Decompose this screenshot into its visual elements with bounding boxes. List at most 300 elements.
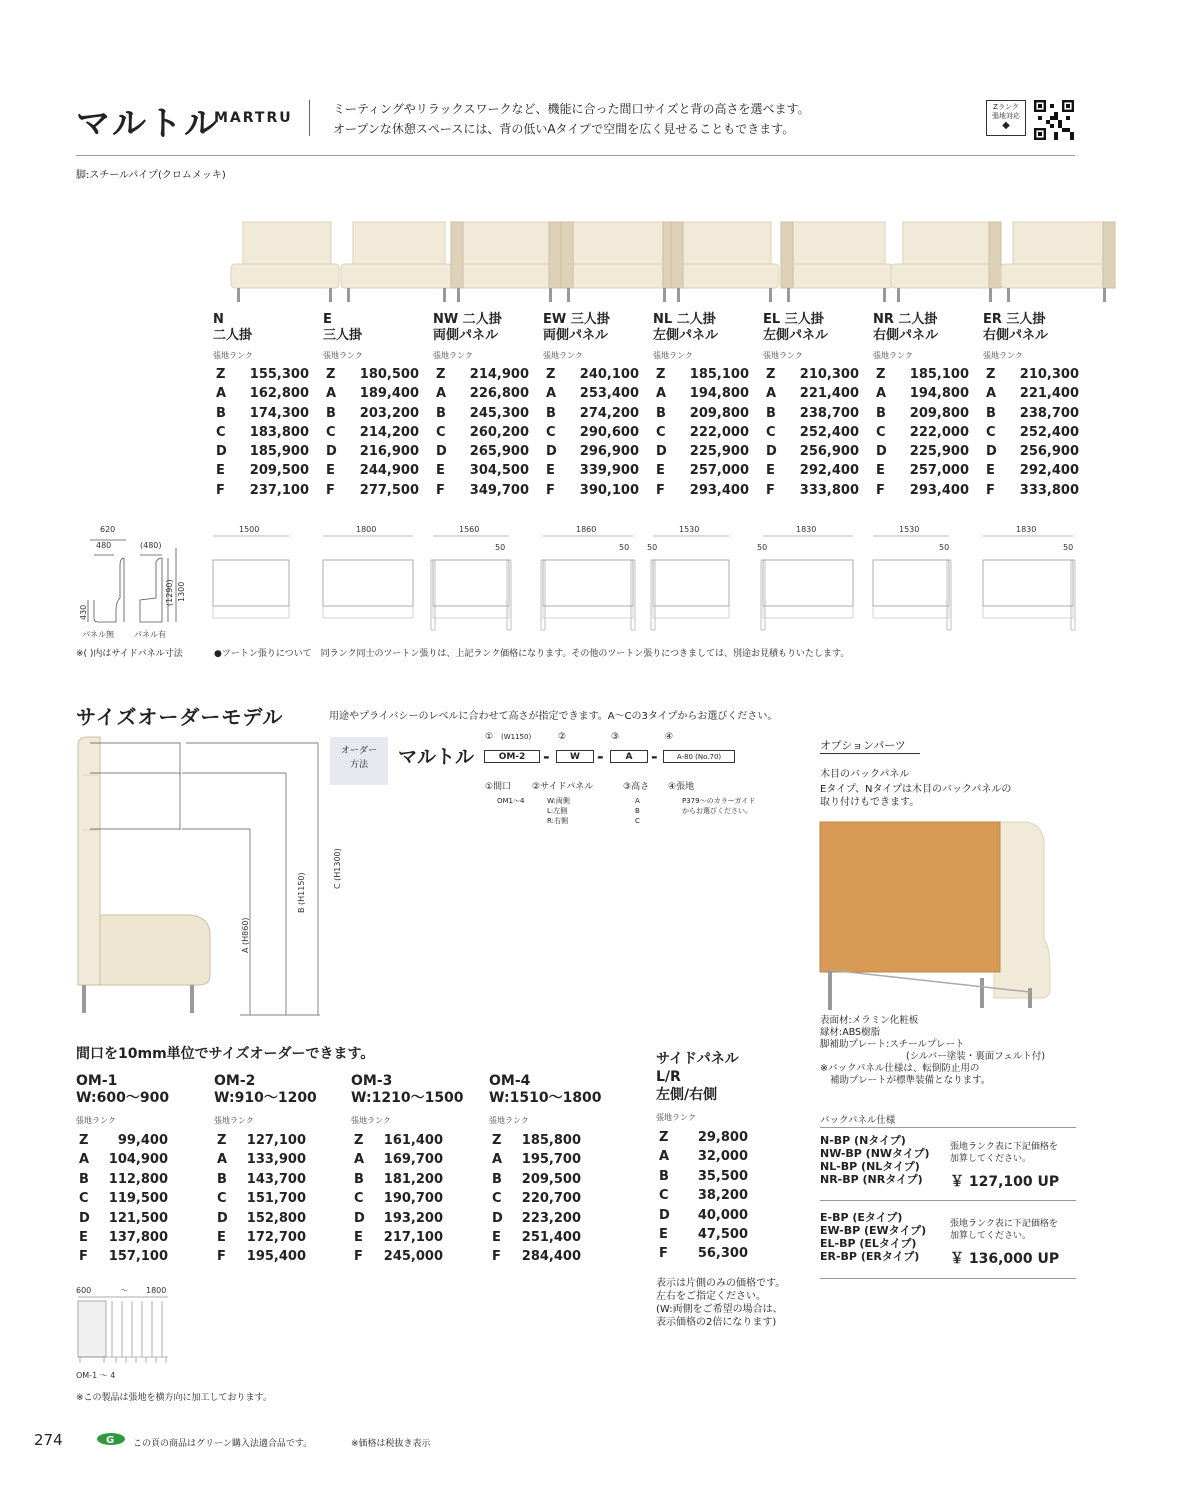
- price-value: 221,400: [799, 386, 859, 402]
- price-row: [489, 1170, 629, 1189]
- grade-label: Z: [436, 367, 446, 382]
- price-row: [873, 481, 978, 500]
- price-row: [873, 384, 978, 403]
- price-value: 222,000: [909, 424, 969, 440]
- price-value: 183,800: [249, 424, 309, 440]
- price-value: 210,300: [799, 367, 859, 382]
- price-row: [653, 365, 758, 384]
- grade-label: C: [766, 424, 776, 440]
- model-code: [433, 312, 538, 346]
- price-row: [653, 423, 758, 442]
- qr-code-icon[interactable]: [1034, 100, 1074, 140]
- rank-label: 張地ランク: [543, 351, 583, 360]
- order-dash-1: -: [543, 747, 550, 766]
- price-row: [351, 1247, 491, 1266]
- price-value: 133,900: [246, 1152, 306, 1168]
- grade-label: E: [659, 1226, 668, 1242]
- grade-label: A: [492, 1152, 503, 1168]
- model-column-nl: [653, 312, 758, 500]
- sofa-image-nr: [889, 218, 1003, 304]
- front-view-nr: [873, 525, 951, 630]
- order-label-1: オーダー: [340, 746, 377, 756]
- bp-rule-2: [820, 1200, 1076, 1201]
- price-row: [763, 384, 868, 403]
- bp-e-note-1: 張地ランク表に下記価格を: [950, 1219, 1058, 1229]
- price-value: 292,400: [799, 463, 859, 479]
- panel-left: L:左側: [547, 807, 568, 815]
- model-code-line-2: 右側パネル: [983, 328, 1049, 343]
- sofa-image-er: [999, 218, 1117, 304]
- grade-label: A: [659, 1149, 670, 1165]
- price-row: [433, 481, 538, 500]
- spec-note-1: ※バックパネル仕様は、転倒防止用の: [820, 1063, 980, 1074]
- side-panel-title: サイドパネル: [656, 1051, 739, 1067]
- price-value: 162,800: [249, 386, 309, 402]
- price-row: [76, 1247, 216, 1266]
- order-code-height: A: [610, 750, 648, 763]
- grade-label: Z: [986, 367, 996, 382]
- price-row: [433, 423, 538, 442]
- order-num-2: ②: [558, 732, 567, 742]
- grade-label: F: [326, 482, 335, 498]
- grade-label: D: [876, 444, 887, 460]
- grade-label: B: [216, 405, 226, 421]
- bp-rule-3: [820, 1278, 1076, 1279]
- grade-label: E: [986, 463, 995, 479]
- order-value-panel: [547, 796, 570, 826]
- spec-note-2: 補助プレートが標準装備となります。: [830, 1075, 991, 1086]
- model-code-line-2: 両側パネル: [433, 328, 499, 343]
- grade-label: B: [659, 1168, 669, 1184]
- grade-label: D: [217, 1210, 228, 1226]
- grade-label: E: [656, 463, 665, 479]
- om-column-3: [351, 1073, 491, 1267]
- om-column-2: [214, 1073, 354, 1267]
- bp-n-note-1: 張地ランク表に下記価格を: [950, 1142, 1058, 1152]
- width-dimension: 1860: [576, 525, 597, 534]
- price-value: 157,100: [108, 1249, 168, 1265]
- model-code-line-1: E: [323, 312, 332, 327]
- grade-label: F: [79, 1249, 88, 1265]
- side-panel-heading: [656, 1050, 739, 1104]
- price-row: [213, 384, 318, 403]
- rank-label: 張地ランク: [656, 1113, 696, 1122]
- model-code-line-2: 二人掛: [213, 328, 253, 343]
- model-code: [653, 312, 758, 346]
- sofa-image-el: [779, 218, 897, 304]
- height-b: B: [635, 807, 640, 815]
- price-row: [543, 404, 648, 423]
- width-to: 1800: [146, 1286, 167, 1295]
- om-width-range: W:600～900: [76, 1090, 170, 1106]
- panel-width-dimension: 50: [1063, 543, 1074, 552]
- model-code-line-2: 三人掛: [323, 328, 363, 343]
- price-row: [214, 1228, 354, 1247]
- bp-group-n: [820, 1134, 930, 1186]
- side-panel-lr: L/R: [656, 1069, 681, 1085]
- sofa-image-nw: [449, 218, 563, 304]
- header-description: [333, 99, 810, 139]
- om-width-range: W:910～1200: [214, 1090, 317, 1106]
- height-a-label: A (H860): [241, 917, 250, 953]
- grade-label: F: [659, 1246, 668, 1262]
- price-value: 152,800: [246, 1210, 306, 1226]
- side-panel-notes: [656, 1277, 785, 1329]
- tax-note: ※価格は税抜き表示: [351, 1439, 431, 1449]
- rank-label: 張地ランク: [489, 1116, 529, 1125]
- price-row: [213, 404, 318, 423]
- price-row: [873, 461, 978, 480]
- price-value: 29,800: [697, 1130, 748, 1145]
- price-value: 172,700: [246, 1229, 306, 1245]
- grade-label: A: [766, 386, 777, 402]
- grade-label: C: [659, 1188, 669, 1204]
- price-row: [214, 1170, 354, 1189]
- front-view-er: [983, 525, 1075, 630]
- price-row: [656, 1206, 796, 1225]
- price-value: 251,400: [521, 1229, 581, 1245]
- price-row: [323, 461, 428, 480]
- width-range-label: OM-1 ～ 4: [76, 1371, 116, 1380]
- width-tilde: ～: [120, 1286, 128, 1295]
- price-row: [76, 1228, 216, 1247]
- price-row: [983, 365, 1088, 384]
- om-code: OM-2: [214, 1073, 256, 1089]
- model-column-nr: [873, 312, 978, 500]
- price-value: 253,400: [579, 386, 639, 402]
- price-row: [543, 442, 648, 461]
- grade-label: C: [986, 424, 996, 440]
- grade-label: E: [546, 463, 555, 479]
- price-value: 225,900: [689, 444, 749, 460]
- rank-label: 張地ランク: [213, 351, 253, 360]
- green-purchase-note: この頁の商品はグリーン購入法適合品です。: [133, 1439, 313, 1449]
- grade-label: B: [436, 405, 446, 421]
- price-value: 181,200: [383, 1171, 443, 1187]
- price-value: 222,000: [689, 424, 749, 440]
- price-value: 180,500: [359, 367, 419, 382]
- order-legend-1: ①間口: [485, 782, 512, 792]
- panel-both: W:両側: [547, 797, 570, 805]
- grade-label: Z: [216, 367, 226, 382]
- dim-1290: (1290): [165, 579, 174, 606]
- price-row: [433, 442, 538, 461]
- price-value: 185,100: [909, 367, 969, 382]
- price-value: 252,400: [1019, 424, 1079, 440]
- price-value: 56,300: [697, 1246, 748, 1262]
- z-rank-badge: [986, 100, 1026, 136]
- rank-label: 張地ランク: [983, 351, 1023, 360]
- price-row: [214, 1131, 354, 1150]
- om-code: OM-4: [489, 1073, 531, 1089]
- price-value: 216,900: [359, 444, 419, 460]
- price-value: 209,500: [521, 1171, 581, 1187]
- price-row: [656, 1225, 796, 1244]
- grade-label: A: [217, 1152, 228, 1168]
- price-value: 256,900: [799, 444, 859, 460]
- size-order-description: 用途やプライバシーのレベルに合わせて高さが指定できます。A～Cの3タイプからお選びください。: [329, 711, 778, 722]
- price-value: 104,900: [108, 1152, 168, 1168]
- grade-label: F: [986, 482, 995, 498]
- height-type-illustration: [70, 735, 342, 1017]
- grade-label: Z: [326, 367, 336, 382]
- panel-width-dimension: 50: [647, 543, 658, 552]
- tall-sofa-side-image: [78, 737, 210, 1013]
- grade-label: C: [876, 424, 886, 440]
- grade-label: F: [876, 482, 885, 498]
- rank-label: 張地ランク: [76, 1116, 116, 1125]
- order-code-panel: W: [556, 750, 594, 763]
- model-code-line-2: 右側パネル: [873, 328, 939, 343]
- page-title: マルトル: [76, 104, 220, 144]
- width-dimension: 1530: [679, 525, 700, 534]
- width-dimension: 1500: [239, 525, 260, 534]
- price-value: 290,600: [579, 424, 639, 440]
- price-row: [763, 365, 868, 384]
- width-from: 600: [76, 1286, 92, 1295]
- order-value-fabric: [682, 796, 755, 816]
- om-code: OM-3: [351, 1073, 393, 1089]
- price-row: [433, 365, 538, 384]
- panel-right: R:右側: [547, 817, 569, 825]
- width-dimension: 1560: [459, 525, 480, 534]
- price-row: [653, 481, 758, 500]
- badge-line-2: 張地対応: [992, 112, 1020, 120]
- price-row: [214, 1209, 354, 1228]
- dim-1300: 1300: [177, 581, 186, 602]
- price-value: 225,900: [909, 444, 969, 460]
- grade-label: E: [436, 463, 445, 479]
- grade-label: E: [492, 1229, 501, 1245]
- price-value: 284,400: [521, 1249, 581, 1265]
- width-dimension: 1830: [1016, 525, 1037, 534]
- front-view-e: [323, 525, 413, 618]
- bp-n-note-2: 加算してください。: [950, 1154, 1032, 1164]
- grade-label: A: [216, 386, 227, 402]
- side-panel-lr-jp: 左側/右側: [656, 1087, 718, 1103]
- price-row: [213, 365, 318, 384]
- price-value: 174,300: [249, 405, 309, 421]
- price-value: 193,200: [383, 1210, 443, 1226]
- price-row: [543, 423, 648, 442]
- price-row: [983, 461, 1088, 480]
- price-row: [213, 461, 318, 480]
- spec-plate: 脚補助プレート:スチールプレート: [820, 1039, 965, 1050]
- rank-label: 張地ランク: [214, 1116, 254, 1125]
- grade-label: D: [326, 444, 337, 460]
- back-panel-image: [818, 820, 1050, 1012]
- price-row: [214, 1150, 354, 1169]
- legs-spec: 脚:スチールパイプ(クロムメッキ): [76, 170, 226, 181]
- price-value: 238,700: [799, 405, 859, 421]
- height-b-label: B (H1150): [297, 872, 306, 913]
- grade-label: B: [79, 1171, 89, 1187]
- price-value: 349,700: [469, 482, 529, 498]
- price-row: [214, 1247, 354, 1266]
- grade-label: Z: [354, 1133, 364, 1148]
- front-view-ew: [541, 525, 635, 630]
- back-panel-model: E-BP (Eタイプ): [820, 1211, 903, 1224]
- grade-label: B: [986, 405, 996, 421]
- grade-label: D: [659, 1207, 670, 1223]
- om-width-range: W:1510～1800: [489, 1090, 602, 1106]
- price-value: 274,200: [579, 405, 639, 421]
- price-row: [656, 1128, 796, 1147]
- grade-label: E: [766, 463, 775, 479]
- grade-label: F: [492, 1249, 501, 1265]
- badge-icon: ◆: [1002, 120, 1010, 131]
- grade-label: D: [216, 444, 227, 460]
- back-panel-spec-title: バックパネル仕様: [820, 1115, 896, 1126]
- back-panel-model: EW-BP (EWタイプ): [820, 1224, 927, 1237]
- grade-label: Z: [766, 367, 776, 382]
- price-row: [763, 423, 868, 442]
- grade-label: B: [656, 405, 666, 421]
- model-code-line-1: NR 二人掛: [873, 312, 938, 327]
- grade-label: D: [766, 444, 777, 460]
- model-code-line-1: EL 三人掛: [763, 312, 824, 327]
- price-value: 155,300: [249, 367, 309, 382]
- spec-plate-2: (シルバー塗装・裏面フェルト付): [906, 1051, 1046, 1062]
- model-code: [323, 312, 428, 346]
- grade-label: C: [217, 1191, 227, 1207]
- model-code-line-1: EW 三人掛: [543, 312, 610, 327]
- dim-620: 620: [100, 525, 116, 534]
- order-legend-2: ②サイドパネル: [532, 782, 594, 792]
- price-row: [433, 461, 538, 480]
- spec-surface: 表面材:メラミン化粧板: [820, 1015, 919, 1026]
- option-title-rule: [820, 753, 920, 754]
- om-code: OM-1: [76, 1073, 118, 1089]
- price-value: 119,500: [108, 1191, 168, 1207]
- price-row: [543, 365, 648, 384]
- grade-label: C: [216, 424, 226, 440]
- front-view-nl: [647, 525, 729, 630]
- price-row: [543, 481, 648, 500]
- bp-group-n-note: [950, 1141, 1058, 1165]
- price-row: [873, 404, 978, 423]
- dimension-drawings: [76, 518, 1086, 646]
- price-value: 260,200: [469, 424, 529, 440]
- model-code: [213, 312, 318, 346]
- price-value: 339,900: [579, 463, 639, 479]
- grade-label: F: [656, 482, 665, 498]
- side-panel-column: [656, 1104, 796, 1264]
- grade-label: C: [546, 424, 556, 440]
- model-column-n: [213, 312, 318, 500]
- sofa-image-n: [229, 218, 343, 304]
- model-code-line-1: N: [213, 312, 224, 327]
- bp-group-e: [820, 1211, 926, 1263]
- price-row: [76, 1209, 216, 1228]
- grade-label: A: [354, 1152, 365, 1168]
- order-num-1: ①: [485, 732, 494, 742]
- grade-label: Z: [876, 367, 886, 382]
- price-value: 292,400: [1019, 463, 1079, 479]
- rank-label: 張地ランク: [351, 1116, 391, 1125]
- rank-label: 張地ランク: [873, 351, 913, 360]
- grade-label: D: [354, 1210, 365, 1226]
- price-row: [543, 384, 648, 403]
- sp-note-1: 表示は片側のみの価格です。: [656, 1278, 786, 1289]
- spec-edge: 縁材:ABS樹脂: [820, 1027, 881, 1038]
- price-row: [489, 1189, 629, 1208]
- height-c-label: C (H1300): [333, 848, 342, 889]
- height-c: C: [635, 817, 640, 825]
- grade-label: F: [766, 482, 775, 498]
- price-value: 223,200: [521, 1210, 581, 1226]
- price-value: 256,900: [1019, 444, 1079, 460]
- price-value: 169,700: [383, 1152, 443, 1168]
- rank-label: 張地ランク: [433, 351, 473, 360]
- price-row: [763, 481, 868, 500]
- order-code-fabric: A-80 (No.70): [663, 750, 735, 763]
- grade-label: B: [876, 405, 886, 421]
- grade-label: E: [876, 463, 885, 479]
- grade-label: B: [354, 1171, 364, 1187]
- price-row: [763, 404, 868, 423]
- option-description: [820, 783, 1011, 809]
- header-rule: [76, 155, 1075, 156]
- back-panel-model: NR-BP (NRタイプ): [820, 1173, 923, 1186]
- price-value: 40,000: [697, 1207, 748, 1223]
- price-value: 304,500: [469, 463, 529, 479]
- price-row: [323, 384, 428, 403]
- price-value: 143,700: [246, 1171, 306, 1187]
- rank-label: 張地ランク: [323, 351, 363, 360]
- grade-label: B: [492, 1171, 502, 1187]
- price-value: 296,900: [579, 444, 639, 460]
- price-row: [653, 442, 758, 461]
- grade-label: Z: [656, 367, 666, 382]
- price-row: [656, 1167, 796, 1186]
- order-product-name: マルトル: [398, 746, 475, 768]
- page-title-en: MARTRU: [214, 110, 293, 126]
- price-value: 185,100: [689, 367, 749, 382]
- bp-rule-1: [820, 1127, 1076, 1128]
- green-purchase-icon: [96, 1432, 126, 1446]
- size-order-title: サイズオーダーモデル: [76, 705, 284, 729]
- price-value: 390,100: [579, 482, 639, 498]
- panel-width-dimension: 50: [619, 543, 630, 552]
- price-row: [351, 1209, 491, 1228]
- model-column-ew: [543, 312, 648, 500]
- price-value: 203,200: [359, 405, 419, 421]
- order-num-4: ④: [665, 732, 674, 742]
- price-row: [323, 365, 428, 384]
- order-num-1-sub: (W1150): [501, 733, 532, 741]
- height-a: A: [635, 797, 640, 805]
- price-value: 245,300: [469, 405, 529, 421]
- price-value: 47,500: [697, 1226, 748, 1242]
- price-row: [351, 1228, 491, 1247]
- grade-label: C: [79, 1191, 89, 1207]
- grade-label: Z: [659, 1130, 669, 1145]
- price-value: 151,700: [246, 1191, 306, 1207]
- price-value: 209,800: [689, 405, 749, 421]
- grade-label: B: [766, 405, 776, 421]
- width-range-diagram: [76, 1283, 186, 1383]
- price-row: [873, 365, 978, 384]
- two-tone-note: ●ツートン張りについて 同ランク同士のツートン張りは、上記ランク価格になります。その他のツートン張りにつきましては、別途お見積もりいたします。: [214, 649, 850, 659]
- price-row: [653, 461, 758, 480]
- price-value: 293,400: [909, 482, 969, 498]
- price-value: 99,400: [117, 1133, 168, 1148]
- fabric-guide: P379～のカラーガイド: [682, 797, 756, 805]
- back-panel-model: ER-BP (ERタイプ): [820, 1250, 920, 1263]
- price-value: 32,000: [697, 1149, 748, 1165]
- grade-label: Z: [217, 1133, 227, 1148]
